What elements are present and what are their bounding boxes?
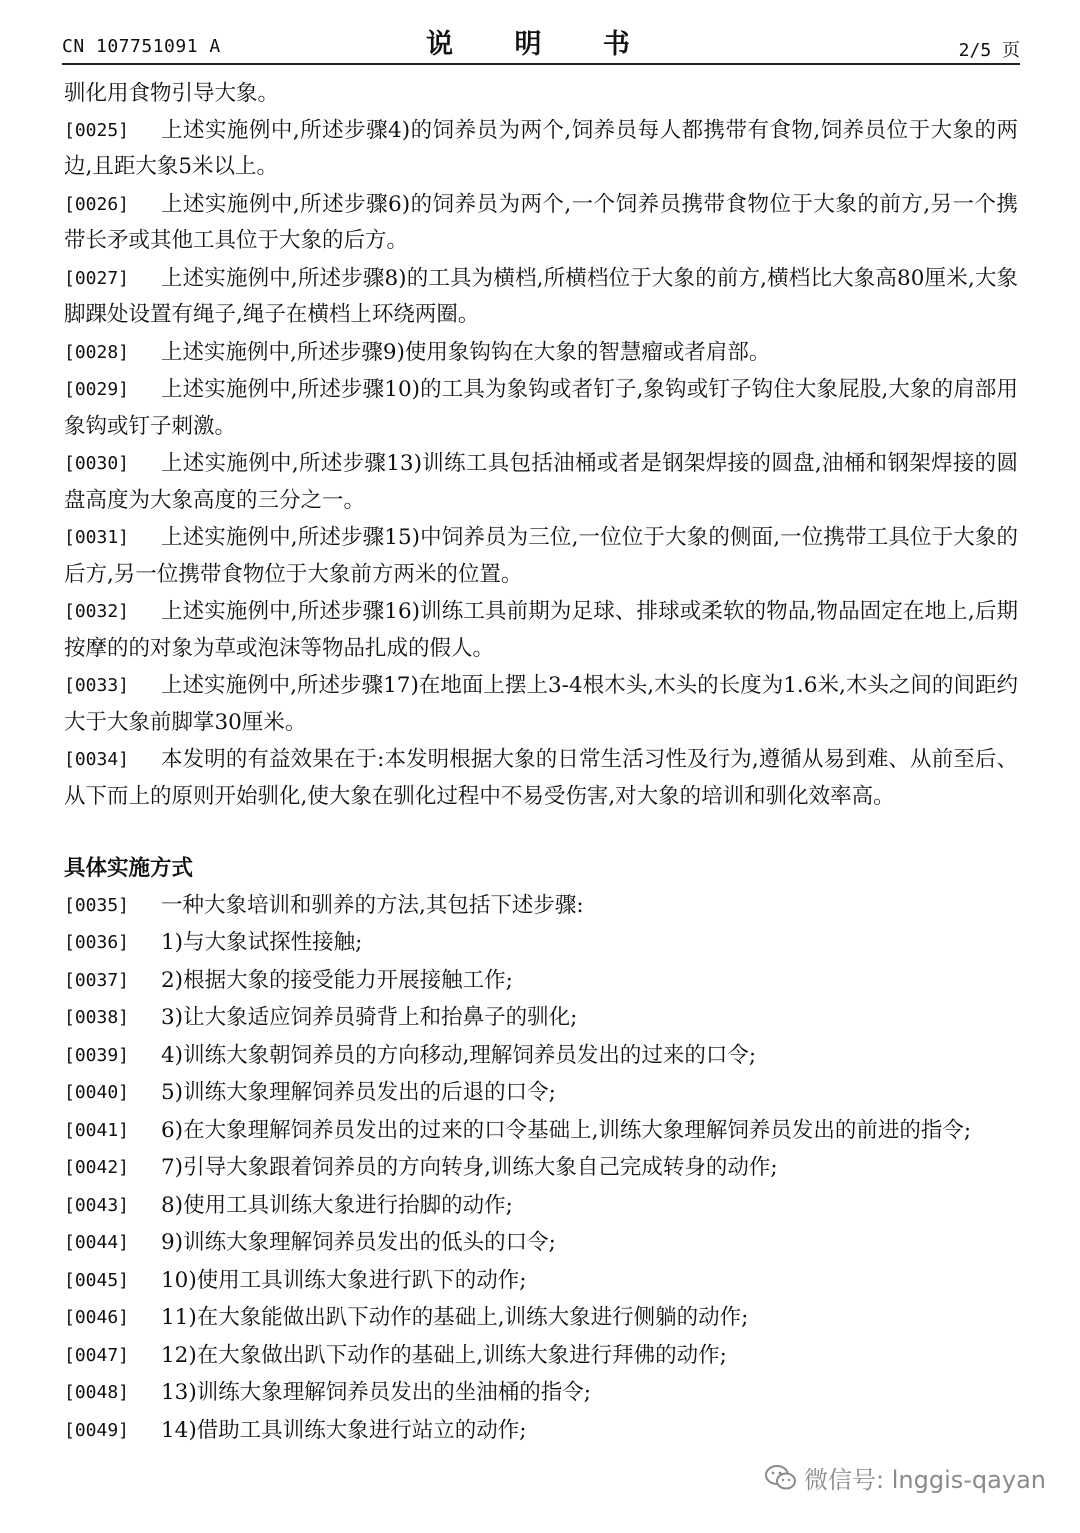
paragraph-number: [0026]: [64, 193, 130, 215]
paragraph: [64, 187, 1018, 260]
paragraph-number: [0025]: [64, 119, 130, 141]
wechat-icon: [764, 1464, 798, 1492]
paragraph-number: [0036]: [64, 932, 130, 953]
paragraph-text: 5)训练大象理解饲养员发出的后退的口令;: [161, 1080, 556, 1105]
paragraph-text: 12)在大象做出趴下动作的基础上,训练大象进行拜佛的动作;: [161, 1342, 727, 1368]
paragraph-number: [0035]: [64, 894, 130, 916]
paragraph: [64, 668, 1018, 741]
paragraph-text: 上述实施例中,所述步骤6)的饲养员为两个,一个饲养员携带食物位于大象的前方,另一个携带长矛或其他工具位于大象的后方。: [64, 191, 1018, 253]
paragraph: [64, 1300, 1018, 1337]
paragraph: [64, 594, 1018, 667]
paragraph-number: [0033]: [64, 675, 130, 696]
paragraph-text: 上述实施例中,所述步骤16)训练工具前期为足球、排球或柔软的物品,物品固定在地上,后期按摩的的对象为草或泡沫等物品扎成的假人。: [64, 599, 1018, 661]
paragraph-number: [0038]: [64, 1007, 130, 1028]
paragraph-text: 14)借助工具训练大象进行站立的动作;: [161, 1417, 527, 1443]
paragraph-number: [0030]: [64, 453, 130, 474]
paragraph: [64, 1150, 1018, 1187]
paragraph: [64, 1413, 1018, 1450]
paragraph-text: 7)引导大象跟着饲养员的方向转身,训练大象自己完成转身的动作;: [161, 1155, 778, 1180]
paragraph-group-summary: [64, 113, 1018, 816]
paragraph-text: 13)训练大象理解饲养员发出的坐油桶的指令;: [161, 1380, 591, 1405]
paragraph-number: [0040]: [64, 1082, 130, 1103]
paragraph-text: 3)让大象适应饲养员骑背上和抬鼻子的驯化;: [161, 1005, 578, 1030]
paragraph-number: [0032]: [64, 601, 130, 622]
patent-number: CN 107751091 A: [62, 36, 221, 57]
paragraph-number: [0028]: [64, 341, 130, 363]
paragraph: [64, 925, 1018, 962]
paragraph-number: [0037]: [64, 969, 130, 991]
paragraph-group-embodiment: [64, 888, 1018, 1450]
paragraph-number: [0041]: [64, 1119, 130, 1141]
paragraph-number: [0046]: [64, 1307, 130, 1328]
paragraph-number: [0042]: [64, 1157, 130, 1178]
paragraph-text: 1)与大象试探性接触;: [161, 930, 363, 955]
paragraph-text: 本发明的有益效果在于:本发明根据大象的日常生活习性及行为,遵循从易到难、从前至后、从下而上的原则开始驯化,使大象在驯化过程中不易受伤害,对大象的培训和驯化效率高。: [64, 747, 1018, 809]
paragraph-text: 上述实施例中,所述步骤9)使用象钩钩在大象的智慧瘤或者肩部。: [161, 339, 771, 365]
paragraph: [64, 963, 1018, 1000]
paragraph-text: 上述实施例中,所述步骤13)训练工具包括油桶或者是钢架焊接的圆盘,油桶和钢架焊接的圆盘高度为大象高度的三分之一。: [64, 451, 1018, 513]
paragraph-text: 6)在大象理解饲养员发出的过来的口令基础上,训练大象理解饲养员发出的前进的指令;: [161, 1117, 972, 1143]
paragraph-number: [0039]: [64, 1044, 130, 1066]
paragraph-text: 一种大象培训和驯养的方法,其包括下述步骤:: [161, 892, 584, 918]
paragraph-number: [0048]: [64, 1382, 130, 1403]
paragraph: [64, 1038, 1018, 1075]
paragraph-text: 上述实施例中,所述步骤8)的工具为横档,所横档位于大象的前方,横档比大象高80厘米,大象脚踝处设置有绳子,绳子在横档上环绕两圈。: [64, 265, 1018, 327]
paragraph-text: 上述实施例中,所述步骤17)在地面上摆上3-4根木头,木头的长度为1.6米,木头之间的间距约大于大象前脚掌30厘米。: [64, 673, 1018, 735]
paragraph: [64, 1263, 1018, 1300]
paragraph-text: 9)训练大象理解饲养员发出的低头的口令;: [161, 1230, 556, 1255]
paragraph-number: [0045]: [64, 1269, 130, 1291]
paragraph: [64, 113, 1018, 186]
paragraph: [64, 1000, 1018, 1037]
paragraph-text: 2)根据大象的接受能力开展接触工作;: [161, 967, 513, 993]
paragraph: [64, 1375, 1018, 1412]
page-header: [62, 22, 1020, 64]
paragraph-number: [0043]: [64, 1194, 130, 1216]
page-number: 2/5 页: [958, 40, 1020, 61]
paragraph: [64, 742, 1018, 815]
paragraph: [64, 1113, 1018, 1150]
paragraph: [64, 1188, 1018, 1225]
header-rule: [62, 63, 1020, 65]
paragraph-number: [0027]: [64, 267, 130, 289]
paragraph: [64, 888, 1018, 925]
paragraph-number: [0031]: [64, 527, 130, 548]
paragraph-number: [0044]: [64, 1232, 130, 1253]
paragraph: [64, 1338, 1018, 1375]
watermark-text: 微信号: lnggis-qayan: [804, 1466, 1046, 1494]
section-title: 具体实施方式: [64, 856, 194, 881]
paragraph-number: [0047]: [64, 1344, 130, 1366]
paragraph-text: 上述实施例中,所述步骤10)的工具为象钩或者钉子,象钩或钉子钩住大象屁股,大象的肩部用象钩或钉子刺激。: [64, 377, 1018, 439]
paragraph: [64, 372, 1018, 445]
paragraph: [64, 1075, 1018, 1112]
paragraph-text: 4)训练大象朝饲养员的方向移动,理解饲养员发出的过来的口令;: [161, 1042, 757, 1068]
paragraph: [64, 520, 1018, 593]
paragraph-text: 8)使用工具训练大象进行抬脚的动作;: [161, 1192, 513, 1218]
paragraph-number: [0034]: [64, 749, 130, 770]
paragraph-number: [0029]: [64, 379, 130, 400]
document-body: [64, 76, 1018, 1450]
continued-text: 驯化用食物引导大象。: [64, 81, 280, 106]
paragraph-number: [0049]: [64, 1419, 130, 1441]
watermark: [764, 1460, 1046, 1495]
paragraph: [64, 335, 1018, 372]
document-title: 说 明 书: [426, 29, 656, 60]
paragraph: [64, 261, 1018, 334]
paragraph: [64, 1225, 1018, 1262]
paragraph-text: 10)使用工具训练大象进行趴下的动作;: [161, 1267, 527, 1293]
paragraph-text: 上述实施例中,所述步骤15)中饲养员为三位,一位位于大象的侧面,一位携带工具位于大象的后方,另一位携带食物位于大象前方两米的位置。: [64, 525, 1018, 587]
paragraph: [64, 446, 1018, 519]
paragraph-text: 上述实施例中,所述步骤4)的饲养员为两个,饲养员每人都携带有食物,饲养员位于大象的两边,且距大象5米以上。: [64, 117, 1018, 179]
paragraph-text: 11)在大象能做出趴下动作的基础上,训练大象进行侧躺的动作;: [161, 1305, 749, 1330]
